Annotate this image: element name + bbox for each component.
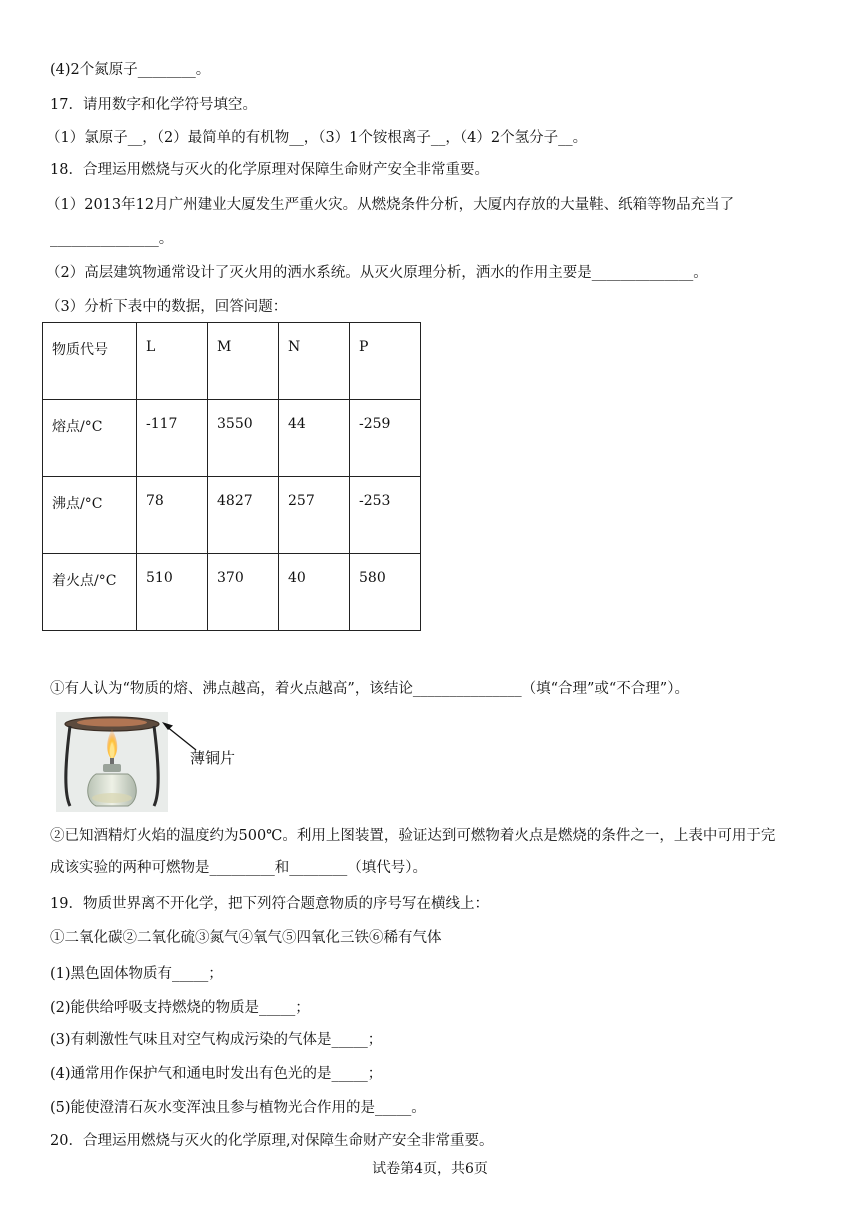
question-19-item-1: (1)黑色固体物质有_____； xyxy=(50,966,223,982)
question-18-title: 18．合理运用燃烧与灭火的化学原理对保障生命财产安全非常重要。 xyxy=(50,162,489,178)
question-17-title: 17．请用数字和化学符号填空。 xyxy=(50,97,257,113)
question-19-item-5: (5)能使澄清石灰水变浑浊且参与植物光合作用的是_____。 xyxy=(50,1100,426,1116)
table-cell: -117 xyxy=(137,400,208,477)
table-cell: 510 xyxy=(137,554,208,631)
question-19-item-4: (4)通常用作保护气和通电时发出有色光的是_____； xyxy=(50,1066,383,1082)
table-cell: -259 xyxy=(350,400,421,477)
table-cell: 44 xyxy=(279,400,350,477)
table-cell: 沸点/°C xyxy=(43,477,137,554)
question-20-title: 20．合理运用燃烧与灭火的化学原理,对保障生命财产安全非常重要。 xyxy=(50,1133,494,1149)
question-19-options: ①二氧化碳②二氧化硫③氮气④氧气⑤四氧化三铁⑥稀有气体 xyxy=(50,930,442,946)
table-cell: P xyxy=(350,323,421,400)
table-cell: 370 xyxy=(208,554,279,631)
substance-data-table xyxy=(42,322,421,631)
table-cell: N xyxy=(279,323,350,400)
table-row xyxy=(43,323,421,400)
question-19-item-3: (3)有刺激性气味且对空气构成污染的气体是_____； xyxy=(50,1032,383,1048)
table-cell: M xyxy=(208,323,279,400)
question-18-sub-2: ②已知酒精灯火焰的温度约为500℃。利用上图装置，验证达到可燃物着火点是燃烧的条件之一，上表中可用于完 xyxy=(50,828,776,844)
question-18-part-2: （2）高层建筑物通常设计了灭火用的洒水系统。从灭火原理分析，洒水的作用主要是______________。 xyxy=(46,265,708,281)
question-18-part-1-blank: _______________。 xyxy=(50,231,174,247)
alcohol-lamp-tripod-illustration xyxy=(56,712,168,812)
question-19-title: 19．物质世界离不开化学，把下列符合题意物质的序号写在横线上： xyxy=(50,896,489,912)
table-row xyxy=(43,477,421,554)
question-19-item-2: (2)能供给呼吸支持燃烧的物质是_____； xyxy=(50,1000,310,1016)
table-cell: -253 xyxy=(350,477,421,554)
question-18-part-3: （3）分析下表中的数据，回答问题： xyxy=(46,299,288,315)
question-18-sub-1: ①有人认为“物质的熔、沸点越高，着火点越高”，该结论_______________（填“合理”或“不合理”）。 xyxy=(50,681,689,697)
table-cell: 着火点/°C xyxy=(43,554,137,631)
table-row xyxy=(43,554,421,631)
question-16-item-4: (4)2个氮原子________。 xyxy=(50,62,211,78)
question-18-part-1: （1）2013年12月广州建业大厦发生严重火灾。从燃烧条件分析，大厦内存放的大量鞋、纸箱等物品充当了 xyxy=(46,197,735,213)
table-cell: 257 xyxy=(279,477,350,554)
table-cell: 78 xyxy=(137,477,208,554)
table-row xyxy=(43,400,421,477)
table-cell: 熔点/°C xyxy=(43,400,137,477)
alcohol-lamp-figure xyxy=(56,712,168,812)
table-cell: 40 xyxy=(279,554,350,631)
table-cell: 物质代号 xyxy=(43,323,137,400)
question-17-items: （1）氯原子__，（2）最简单的有机物__，（3）1个铵根离子__，（4）2个氢分子__。 xyxy=(46,130,588,146)
table-cell: 4827 xyxy=(208,477,279,554)
table-cell: L xyxy=(137,323,208,400)
table-cell: 580 xyxy=(350,554,421,631)
copper-sheet-label: 薄铜片 xyxy=(190,749,236,767)
question-18-sub-2-cont: 成该实验的两种可燃物是_________和________（填代号）。 xyxy=(50,860,427,876)
page-footer: 试卷第4页，共6页 xyxy=(372,1161,488,1177)
table-cell: 3550 xyxy=(208,400,279,477)
